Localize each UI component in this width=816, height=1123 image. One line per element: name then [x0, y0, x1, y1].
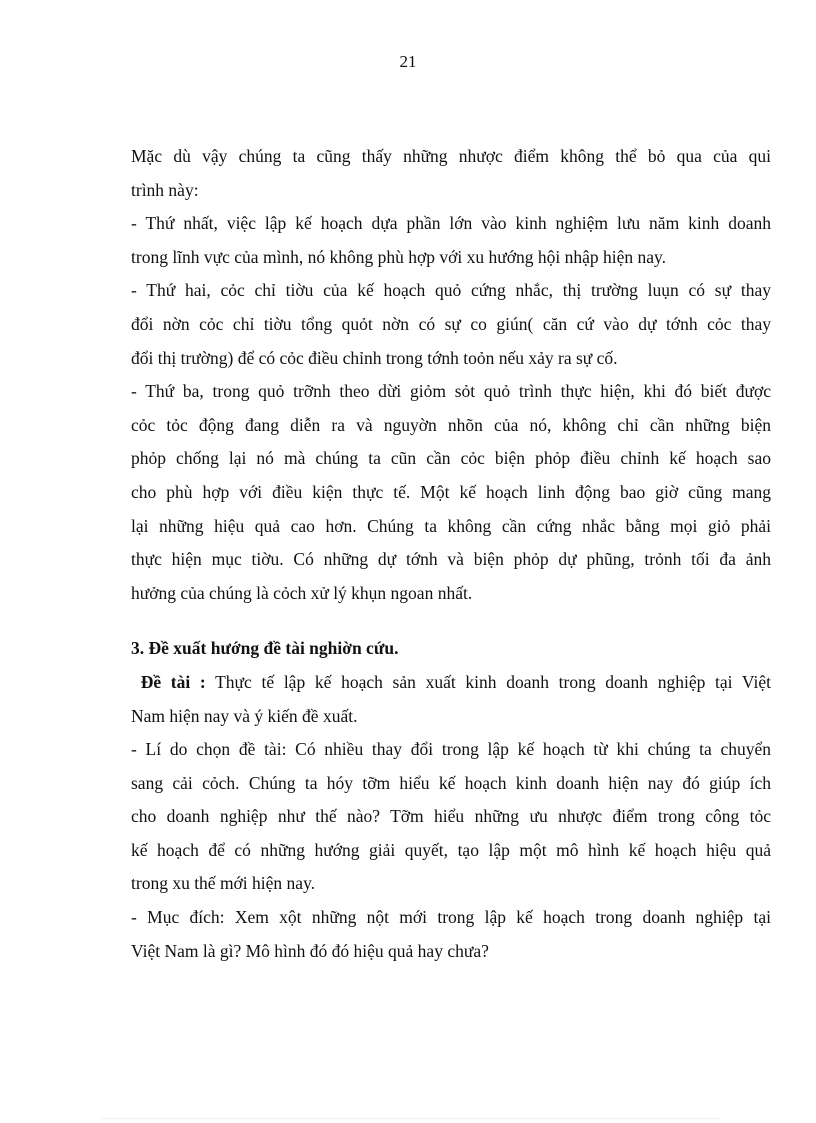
text-line: phỏp chống lại nó mà chúng ta cũn cần cỏc biện phỏp điều chỉnh kế hoạch sao [131, 448, 771, 469]
paragraph-first-point [131, 207, 771, 274]
text-line: - Lí do chọn đề tài: Có nhiều thay đổi trong lập kế hoạch từ khi chúng ta chuyển [131, 739, 771, 760]
paragraph-third-point [131, 375, 771, 610]
text-line: - Thứ ba, trong quỏ trỡnh theo dừi giỏm sỏt quỏ trình thực hiện, khi đó biết được [131, 381, 771, 402]
paragraph-purpose [131, 901, 771, 968]
paragraph-disadvantages-intro [131, 140, 771, 207]
text-line: cho phù hợp với điều kiện thực tế. Một kế hoạch linh động bao giờ cũng mang [131, 481, 771, 502]
text-line: cho doanh nghiệp như thế nào? Tỡm hiểu những ưu nhược điểm trong công tỏc [131, 806, 771, 827]
text-line: đổi nờn cỏc chỉ tiờu tổng quỏt nờn có sự co giún( căn cứ vào dự tớnh cỏc thay [131, 313, 771, 334]
text-line: hưởng của chúng là cỏch xử lý khụn ngoan nhất. [131, 582, 473, 603]
text-line: - Mục đích: Xem xột những nột mới trong lập kế hoạch trong doanh nghiệp tại [131, 907, 771, 928]
text-line: đổi thị trường) để có cỏc điều chỉnh trong tớnh toỏn nếu xảy ra sự cố. [131, 347, 618, 368]
text-line: trình này: [131, 179, 199, 200]
text-line: cỏc tỏc động đang diễn ra và nguyờn nhõn của nó, không chỉ cần những biện [131, 414, 771, 435]
paragraph-topic [131, 666, 771, 733]
section-heading: 3. Đề xuất hướng đề tài nghiờn cứu. [131, 638, 399, 659]
page-number: 21 [399, 52, 417, 71]
text-line: sang cải cỏch. Chúng ta hóy tỡm hiểu kế hoạch kinh doanh hiện nay đó giúp ích [131, 772, 771, 793]
document-body [131, 140, 771, 968]
paragraph-reason [131, 733, 771, 901]
topic-label: Đề tài : [140, 671, 206, 692]
text-line [131, 666, 771, 700]
text-line: Mặc dù vậy chúng ta cũng thấy những nhược điểm không thể bỏ qua của qui [131, 146, 771, 166]
text-line: Nam hiện nay và ý kiến đề xuất. [131, 705, 358, 726]
page-bottom-rule [100, 1118, 720, 1119]
text-line: thực hiện mục tiờu. Có những dự tớnh và biện phỏp dự phũng, trỏnh tối đa ảnh [131, 549, 771, 570]
text-line: lại những hiệu quả cao hơn. Chúng ta không cần cứng nhắc bằng mọi giỏ phải [131, 515, 771, 536]
section-spacer [131, 610, 771, 632]
text-line: - Thứ hai, cỏc chỉ tiờu của kế hoạch quỏ cứng nhắc, thị trường luụn có sự thay [131, 280, 771, 301]
text-line: trong xu thế mới hiện nay. [131, 873, 316, 894]
text-line: - Thứ nhất, việc lập kế hoạch dựa phần lớn vào kinh nghiệm lưu năm kinh doanh [131, 213, 771, 234]
text-line: trong lĩnh vực của mình, nó không phù hợp với xu hướng hội nhập hiện nay. [131, 246, 667, 267]
topic-text: Thực tế lập kế hoạch sản xuất kinh doanh trong doanh nghiệp tại Việt [205, 671, 771, 692]
text-line: Việt Nam là gì? Mô hình đó đó hiệu quả hay chưa? [131, 940, 489, 961]
paragraph-second-point [131, 274, 771, 375]
text-line: kế hoạch để có những hướng giải quyết, tạo lập một mô hình kế hoạch hiệu quả [131, 839, 771, 860]
